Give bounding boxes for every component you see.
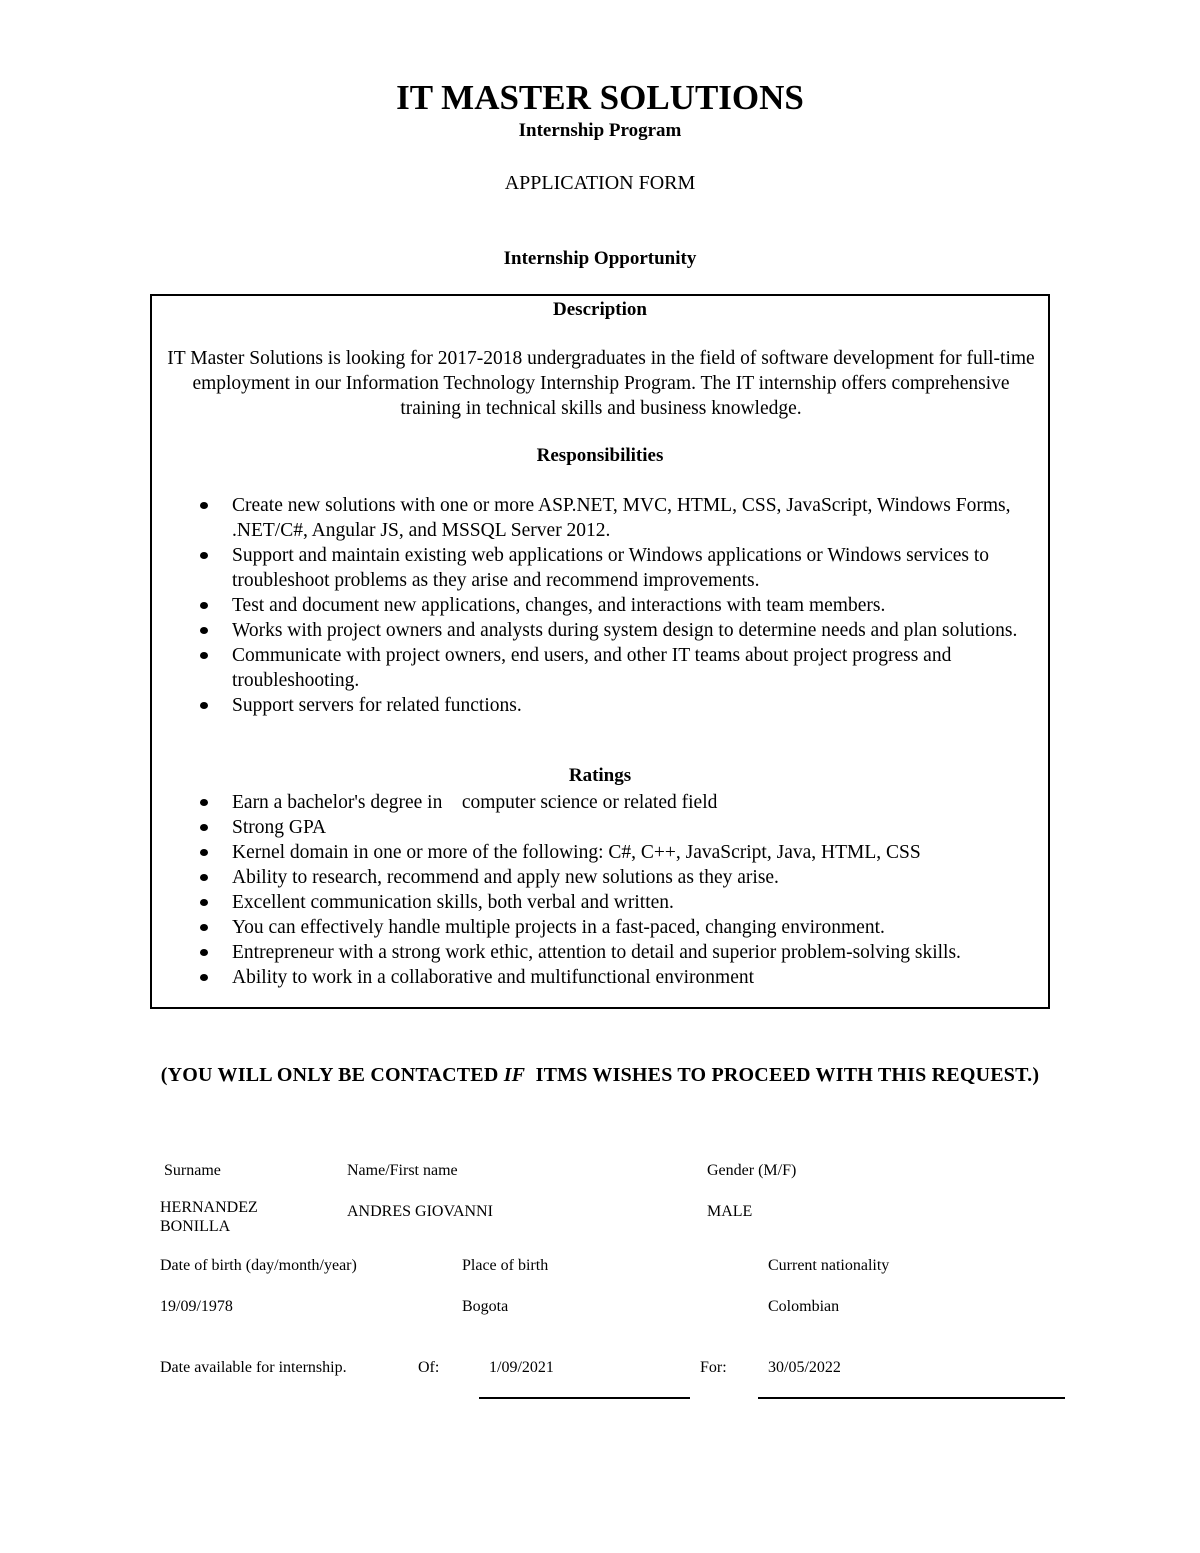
list-item: Works with project owners and analysts during system design to determine needs and plan solutions. bbox=[200, 618, 1040, 643]
list-item: Earn a bachelor's degree in computer science or related field bbox=[200, 790, 1040, 815]
of-label: Of: bbox=[418, 1359, 440, 1376]
list-item: Excellent communication skills, both verbal and written. bbox=[200, 890, 1040, 915]
job-description-box bbox=[150, 294, 1050, 1009]
list-item: Ability to research, recommend and apply new solutions as they arise. bbox=[200, 865, 1040, 890]
dob-label: Date of birth (day/month/year) bbox=[160, 1257, 357, 1274]
opportunity-heading: Internship Opportunity bbox=[503, 248, 697, 269]
surname-value-line1: HERNANDEZ bbox=[160, 1199, 258, 1216]
program-subtitle: Internship Program bbox=[518, 120, 682, 141]
company-title: IT MASTER SOLUTIONS bbox=[396, 78, 804, 117]
gender-value: MALE bbox=[707, 1203, 753, 1220]
available-label: Date available for internship. bbox=[160, 1359, 347, 1376]
description-text: IT Master Solutions is looking for 2017-2018 undergraduates in the field of software development for full-time employment in our Information Technology Internship Program. The IT internship offers comprehensive training in technical skills and business knowledge. bbox=[167, 348, 1035, 419]
list-item: Create new solutions with one or more ASP.NET, MVC, HTML, CSS, JavaScript, Windows Forms, .NET/C#, Angular JS, and MSSQL Server 2012. bbox=[200, 493, 1040, 543]
for-date-value: 30/05/2022 bbox=[768, 1359, 841, 1376]
responsibilities-list bbox=[200, 493, 1040, 718]
notice-text: (YOU WILL ONLY BE CONTACTED bbox=[160, 1064, 504, 1086]
surname-label: Surname bbox=[164, 1162, 221, 1179]
list-item: Support and maintain existing web applications or Windows applications or Windows services to troubleshoot problems as they arise and recommend improvements. bbox=[200, 543, 1040, 593]
gender-label: Gender (M/F) bbox=[707, 1162, 797, 1179]
form-title: APPLICATION FORM bbox=[504, 172, 696, 194]
list-item: Strong GPA bbox=[200, 815, 1040, 840]
surname-value-line2: BONILLA bbox=[160, 1218, 231, 1235]
pob-value: Bogota bbox=[462, 1298, 509, 1315]
for-date-underline bbox=[758, 1397, 1065, 1399]
nationality-value: Colombian bbox=[768, 1298, 840, 1315]
notice-text: ITMS WISHES TO PROCEED WITH THIS REQUEST.) bbox=[525, 1064, 1040, 1086]
of-date-underline bbox=[479, 1397, 690, 1399]
for-label: For: bbox=[700, 1359, 727, 1376]
of-date-value: 1/09/2021 bbox=[489, 1359, 554, 1376]
responsibilities-heading: Responsibilities bbox=[536, 445, 664, 466]
notice-emphasis: IF bbox=[503, 1064, 526, 1086]
list-item: Entrepreneur with a strong work ethic, attention to detail and superior problem-solving skills. bbox=[200, 940, 1040, 965]
ratings-list bbox=[200, 790, 1040, 990]
name-value: ANDRES GIOVANNI bbox=[347, 1203, 493, 1220]
list-item: Kernel domain in one or more of the following: C#, C++, JavaScript, Java, HTML, CSS bbox=[200, 840, 1040, 865]
list-item: You can effectively handle multiple projects in a fast-paced, changing environment. bbox=[200, 915, 1040, 940]
ratings-heading: Ratings bbox=[568, 765, 632, 786]
list-item: Test and document new applications, changes, and interactions with team members. bbox=[200, 593, 1040, 618]
pob-label: Place of birth bbox=[462, 1257, 549, 1274]
name-label: Name/First name bbox=[347, 1162, 458, 1179]
dob-value: 19/09/1978 bbox=[160, 1298, 233, 1315]
list-item: Support servers for related functions. bbox=[200, 693, 1040, 718]
list-item: Communicate with project owners, end users, and other IT teams about project progress and troubleshooting. bbox=[200, 643, 1040, 693]
description-heading: Description bbox=[553, 299, 647, 320]
contact-notice bbox=[150, 1062, 1050, 1088]
list-item: Ability to work in a collaborative and multifunctional environment bbox=[200, 965, 1040, 990]
nationality-label: Current nationality bbox=[768, 1257, 890, 1274]
